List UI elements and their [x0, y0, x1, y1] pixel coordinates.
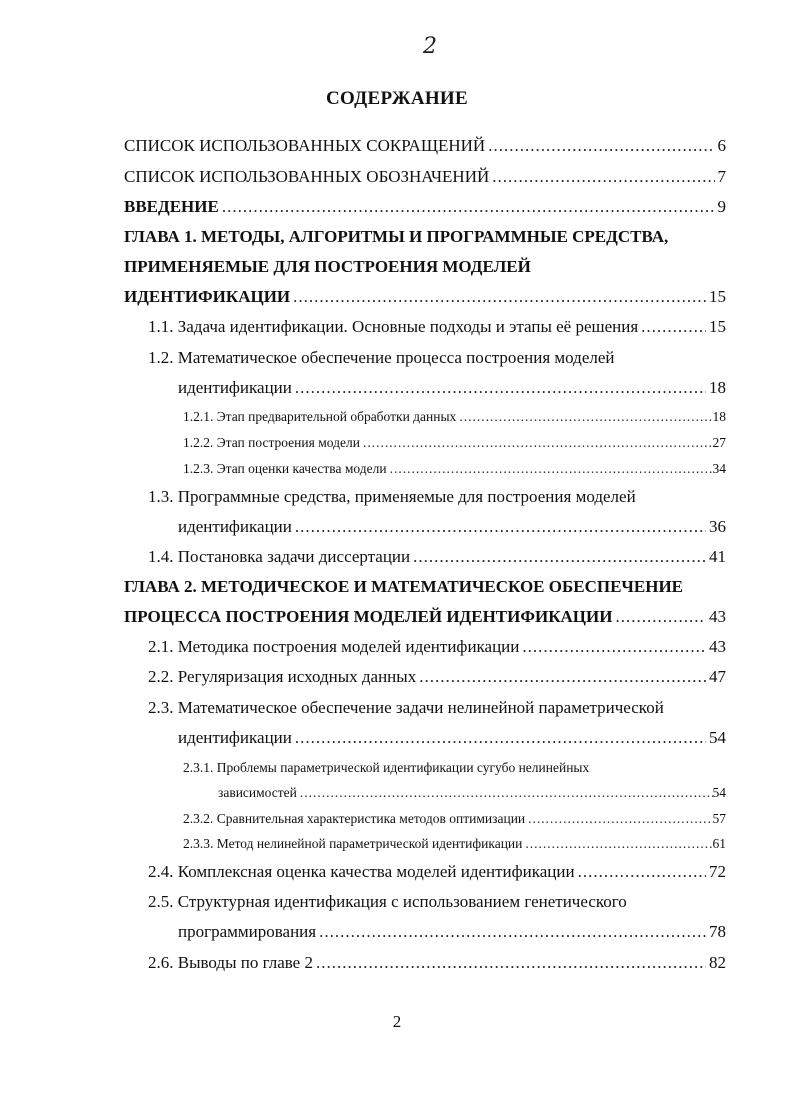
toc-entry-1-2-1: 1.2.1. Этап предварительной обработки данных ..... 18	[183, 409, 726, 425]
toc-entry-notation: СПИСОК ИСПОЛЬЗОВАННЫХ ОБОЗНАЧЕНИЙ ..... 7	[124, 167, 726, 187]
handwritten-page-number: 2	[423, 34, 437, 59]
toc-chapter1-line1: ГЛАВА 1. МЕТОДЫ, АЛГОРИТМЫ И ПРОГРАММНЫЕ СРЕДСТВА,	[124, 227, 669, 246]
page-number: 2	[392, 1012, 402, 1031]
toc-2-3-1-line1: 2.3.1. Проблемы параметрической идентификации сугубо нелинейных	[183, 760, 590, 775]
page-title: СОДЕРЖАНИЕ	[326, 88, 468, 109]
toc-entry-1-2-3: 1.2.3. Этап оценки качества модели ..... 34	[183, 461, 726, 477]
toc-entry-2-6: 2.6. Выводы по главе 2 ..... 82	[148, 953, 726, 973]
toc-entry-2-3-1: зависимостей ..... 54	[218, 785, 726, 801]
toc-entry-2-1: 2.1. Методика построения моделей идентификации ..... 43	[148, 637, 726, 657]
toc-entry-2-4: 2.4. Комплексная оценка качества моделей идентификации ..... 72	[148, 862, 726, 882]
toc-entry-2-3-2: 2.3.2. Сравнительная характеристика методов оптимизации ..... 57	[183, 811, 726, 827]
toc-entry-2-2: 2.2. Регуляризация исходных данных ..... 47	[148, 667, 726, 687]
toc-chapter2-line1: ГЛАВА 2. МЕТОДИЧЕСКОЕ И МАТЕМАТИЧЕСКОЕ ОБЕСПЕЧЕНИЕ	[124, 577, 684, 596]
toc-1-3-line1: 1.3. Программные средства, применяемые для построения моделей	[148, 487, 636, 506]
toc-entry-chapter1: ИДЕНТИФИКАЦИИ ..... 15	[124, 287, 726, 307]
toc-entry-abbreviations: СПИСОК ИСПОЛЬЗОВАННЫХ СОКРАЩЕНИЙ ..... 6	[124, 136, 726, 156]
toc-2-5-line1: 2.5. Структурная идентификация с использованием генетического	[148, 892, 627, 911]
toc-entry-2-5: программирования ..... 78	[178, 922, 726, 942]
toc-entry-1-4: 1.4. Постановка задачи диссертации ..... 41	[148, 547, 726, 567]
toc-entry-2-3: идентификации ..... 54	[178, 728, 726, 748]
toc-entry-1-2: идентификации ..... 18	[178, 378, 726, 398]
toc-2-3-line1: 2.3. Математическое обеспечение задачи нелинейной параметрической	[148, 698, 664, 717]
toc-entry-1-2-2: 1.2.2. Этап построения модели ..... 27	[183, 435, 726, 451]
toc-entry-introduction: ВВЕДЕНИЕ ..... 9	[124, 197, 726, 217]
toc-entry-chapter2: ПРОЦЕССА ПОСТРОЕНИЯ МОДЕЛЕЙ ИДЕНТИФИКАЦИИ ..... 43	[124, 607, 726, 627]
toc-1-2-line1: 1.2. Математическое обеспечение процесса построения моделей	[148, 348, 615, 367]
toc-entry-2-3-3: 2.3.3. Метод нелинейной параметрической идентификации ..... 61	[183, 836, 726, 852]
toc-entry-1-1: 1.1. Задача идентификации. Основные подходы и этапы её решения ..... 15	[148, 317, 726, 337]
toc-chapter1-line2: ПРИМЕНЯЕМЫЕ ДЛЯ ПОСТРОЕНИЯ МОДЕЛЕЙ	[124, 257, 531, 276]
toc-entry-1-3: идентификации ..... 36	[178, 517, 726, 537]
